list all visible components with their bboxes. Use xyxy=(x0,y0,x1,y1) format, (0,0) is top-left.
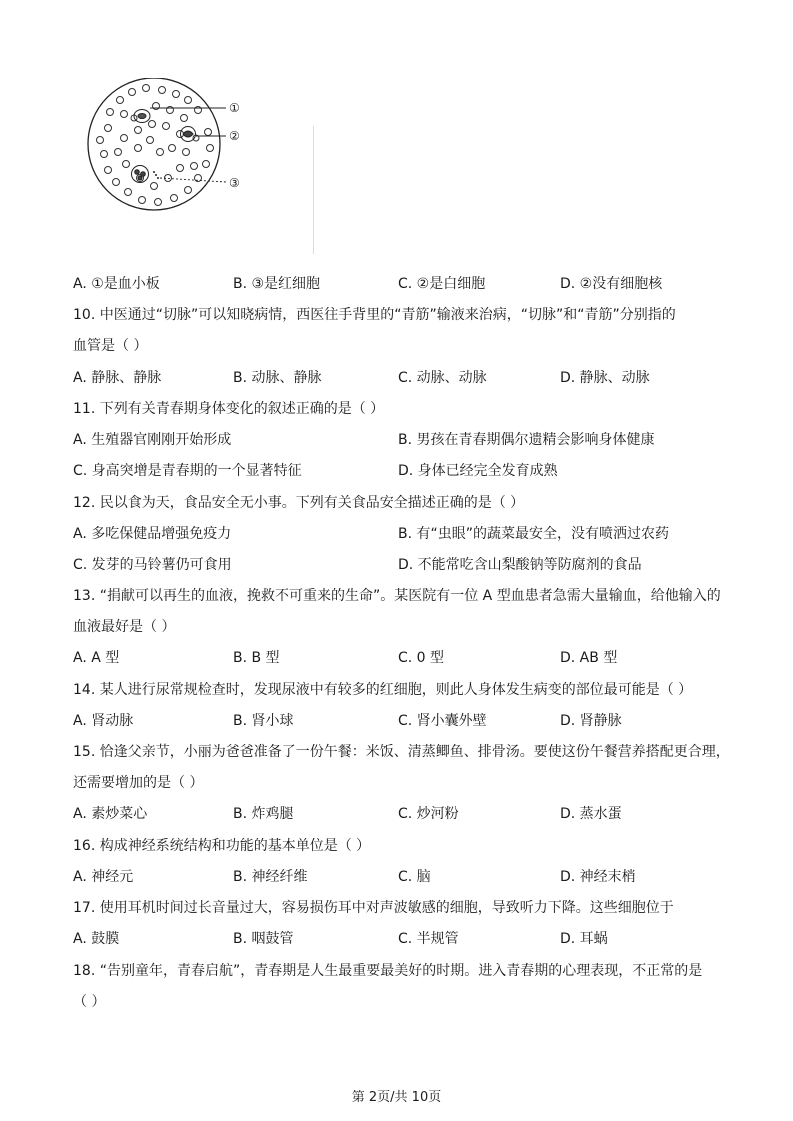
q18-stem-line2: （ ） xyxy=(73,994,106,1010)
q17-option-c[interactable]: C. 半规管 xyxy=(398,931,459,947)
q16-stem: 16. 构成神经系统结构和功能的基本单位是（ ） xyxy=(73,838,371,854)
q10-option-b[interactable]: B. 动脉、静脉 xyxy=(233,370,322,386)
q15-stem-line1: 15. 恰逢父亲节，小丽为爸爸准备了一份午餐：米饭、清蒸鲫鱼、排骨汤。要使这份午餐营养搭配更合理， xyxy=(73,744,730,760)
callout-1: ① xyxy=(229,101,240,115)
q13-option-c[interactable]: C. 0 型 xyxy=(398,650,445,666)
q16-option-a[interactable]: A. 神经元 xyxy=(73,869,134,885)
q10-option-c[interactable]: C. 动脉、动脉 xyxy=(398,370,487,386)
q15-option-a[interactable]: A. 素炒菜心 xyxy=(73,806,148,822)
q9-option-d[interactable]: D. ②没有细胞核 xyxy=(560,276,663,292)
q11-option-c[interactable]: C. 身高突增是青春期的一个显著特征 xyxy=(73,463,302,479)
q12-option-b[interactable]: B. 有“虫眼”的蔬菜最安全，没有喷洒过农药 xyxy=(398,526,670,542)
scan-divider xyxy=(313,126,314,254)
q10-option-a[interactable]: A. 静脉、静脉 xyxy=(73,370,162,386)
q15-option-c[interactable]: C. 炒河粉 xyxy=(398,806,459,822)
q16-option-d[interactable]: D. 神经末梢 xyxy=(560,869,636,885)
callout-2: ② xyxy=(229,129,240,143)
q10-option-d[interactable]: D. 静脉、动脉 xyxy=(560,370,650,386)
blood-smear-figure xyxy=(80,78,280,218)
q11-option-d[interactable]: D. 身体已经完全发育成熟 xyxy=(398,463,558,479)
q13-option-a[interactable]: A. A 型 xyxy=(73,650,120,666)
q17-option-b[interactable]: B. 咽鼓管 xyxy=(233,931,294,947)
q13-stem-line1: 13. “捐献可以再生的血液，挽救不可重来的生命”。某医院有一位 A 型血患者急需大量输血，给他输入的 xyxy=(73,588,721,604)
q14-stem: 14. 某人进行尿常规检查时，发现尿液中有较多的红细胞，则此人身体发生病变的部位最可能是（ ） xyxy=(73,682,693,698)
q17-option-d[interactable]: D. 耳蜗 xyxy=(560,931,608,947)
q12-option-a[interactable]: A. 多吃保健品增强免疫力 xyxy=(73,526,232,542)
q14-option-c[interactable]: C. 肾小囊外壁 xyxy=(398,713,487,729)
red-blood-cells xyxy=(97,85,214,206)
q16-option-b[interactable]: B. 神经纤维 xyxy=(233,869,308,885)
q12-option-d[interactable]: D. 不能常吃含山梨酸钠等防腐剂的食品 xyxy=(398,557,642,573)
q11-option-a[interactable]: A. 生殖器官刚刚开始形成 xyxy=(73,432,232,448)
q14-option-b[interactable]: B. 肾小球 xyxy=(233,713,294,729)
q16-option-c[interactable]: C. 脑 xyxy=(398,869,431,885)
q15-option-d[interactable]: D. 蒸水蛋 xyxy=(560,806,622,822)
q13-stem-line2: 血液最好是（ ） xyxy=(73,619,176,635)
q11-stem: 11. 下列有关青春期身体变化的叙述正确的是（ ） xyxy=(73,401,385,417)
q13-option-b[interactable]: B. B 型 xyxy=(233,650,280,666)
q15-option-b[interactable]: B. 炸鸡腿 xyxy=(233,806,294,822)
q11-option-b[interactable]: B. 男孩在青春期偶尔遗精会影响身体健康 xyxy=(398,432,655,448)
q15-stem-line2: 还需要增加的是（ ） xyxy=(73,775,204,791)
q18-stem-line1: 18. “告别童年，青春启航”，青春期是人生最重要最美好的时期。进入青春期的心理表现，不正常的是 xyxy=(73,963,703,979)
q14-option-d[interactable]: D. 肾静脉 xyxy=(560,713,622,729)
q9-option-a[interactable]: A. ①是血小板 xyxy=(73,276,160,292)
page-footer: 第 2页/共 10页 xyxy=(351,1090,442,1105)
q12-stem: 12. 民以食为天，食品安全无小事。下列有关食品安全描述正确的是（ ） xyxy=(73,495,525,511)
q10-stem-line1: 10. 中医通过“切脉”可以知晓病情，西医往手背里的“青筋”输液来治病，“切脉”和“青筋”分别指的 xyxy=(73,307,676,323)
q10-stem-line2: 血管是（ ） xyxy=(73,338,148,354)
callout-3: ③ xyxy=(229,176,240,190)
q9-option-c[interactable]: C. ②是白细胞 xyxy=(398,276,486,292)
q17-stem: 17. 使用耳机时间过长音量过大，容易损伤耳中对声波敏感的细胞，导致听力下降。这些细胞位于 xyxy=(73,900,674,916)
q13-option-d[interactable]: D. AB 型 xyxy=(560,650,618,666)
q17-option-a[interactable]: A. 鼓膜 xyxy=(73,931,120,947)
platelets xyxy=(153,171,159,179)
q14-option-a[interactable]: A. 肾动脉 xyxy=(73,713,134,729)
q9-option-b[interactable]: B. ③是红细胞 xyxy=(233,276,321,292)
q12-option-c[interactable]: C. 发芽的马铃薯仍可食用 xyxy=(73,557,232,573)
